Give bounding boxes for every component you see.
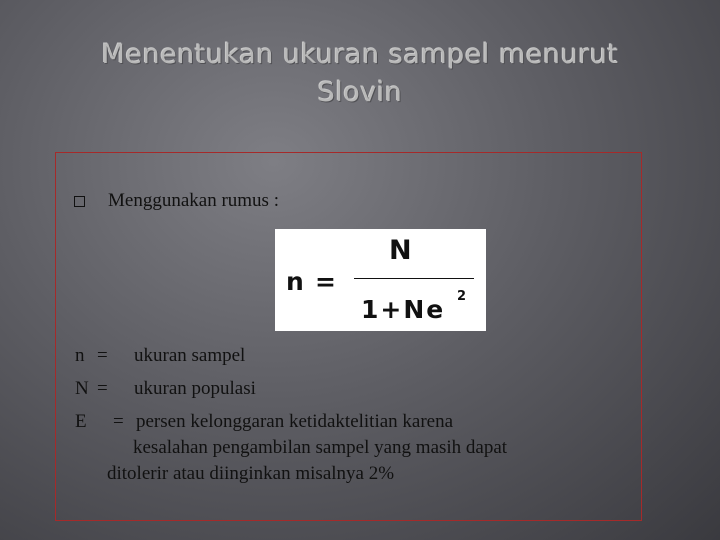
- definition-text: ukuran populasi: [134, 378, 256, 399]
- definition-symbol: E: [75, 411, 87, 432]
- slide-title: [60, 36, 660, 112]
- formula-numerator: N: [389, 235, 412, 266]
- formula-lhs: n: [286, 267, 304, 296]
- definition-equals: =: [113, 411, 124, 432]
- definition-continuation-1: kesalahan pengambilan sampel yang masih dapat: [133, 437, 508, 458]
- formula-exponent: 2: [457, 289, 467, 304]
- definition-symbol: n: [75, 345, 85, 366]
- definition-equals: =: [97, 345, 108, 366]
- formula-denominator: 1+Ne: [361, 295, 446, 324]
- formula-equals: =: [315, 267, 336, 296]
- fraction-bar: [354, 278, 474, 279]
- definition-E: [75, 411, 453, 433]
- definition-text: persen kelonggaran ketidaktelitian karena: [136, 411, 454, 432]
- definition-symbol: N: [75, 378, 89, 399]
- square-bullet-icon: [74, 196, 85, 207]
- definition-continuation-2: ditolerir atau diinginkan misalnya 2%: [107, 463, 395, 484]
- definition-text: ukuran sampel: [134, 345, 246, 366]
- definition-n: [75, 345, 245, 367]
- bullet-text: Menggunakan rumus :: [108, 190, 279, 211]
- slovin-formula-image: [275, 229, 486, 331]
- definition-equals: =: [97, 378, 108, 399]
- title-line-1: Menentukan ukuran sampel menurut: [101, 39, 619, 70]
- title-line-2: Slovin: [317, 77, 403, 108]
- definition-N: [75, 378, 256, 400]
